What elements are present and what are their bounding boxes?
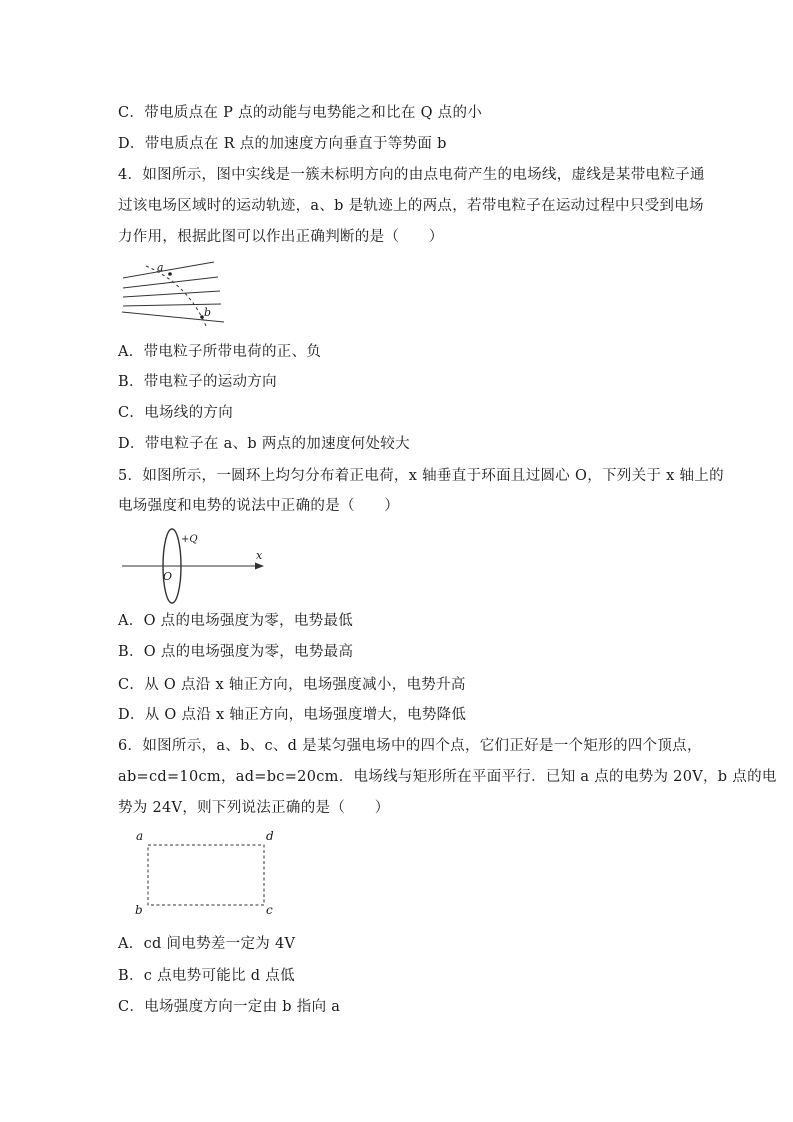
q6-stem-line-3: 势为 24V，则下列说法正确的是（ ） [118, 800, 390, 816]
q3-option-c: C．带电质点在 P 点的动能与电势能之和比在 Q 点的小 [118, 105, 483, 121]
q4-stem-line-3: 力作用，根据此图可以作出正确判断的是（ ） [118, 229, 444, 245]
q6-stem-line-2: ab=cd=10cm，ad=bc=20cm．电场线与矩形所在平面平行．已知 a 点的电势为 20V，b 点的电 [118, 769, 777, 785]
q5-figure-ring [118, 524, 273, 608]
q6-figure-rectangle [128, 826, 288, 921]
dashed-rectangle [148, 845, 264, 905]
field-line-3 [123, 291, 220, 297]
field-line-1 [123, 262, 214, 278]
q6-option-b: B．c 点电势可能比 d 点低 [118, 968, 295, 984]
label-d: d [266, 829, 274, 843]
q5-option-a: A．O 点的电场强度为零，电势最低 [118, 613, 354, 629]
x-axis-arrow [255, 563, 264, 570]
q4-stem-line-2: 过该电场区域时的运动轨迹，a、b 是轨迹上的两点，若带电粒子在运动过程中只受到电场 [118, 198, 704, 214]
point-a-dot [168, 272, 172, 276]
field-line-2 [123, 277, 218, 288]
q5-stem-line-2: 电场强度和电势的说法中正确的是（ ） [118, 498, 400, 514]
label-a: a [136, 829, 144, 843]
label-c: c [266, 903, 273, 917]
q4-stem-line-1: 4．如图所示，图中实线是一簇未标明方向的由点电荷产生的电场线，虚线是某带电粒子通 [118, 167, 705, 183]
q6-stem-line-1: 6．如图所示，a、b、c、d 是某匀强电场中的四个点，它们正好是一个矩形的四个顶点， [118, 738, 702, 754]
label-o: O [163, 570, 173, 583]
q5-stem-line-1: 5．如图所示，一圆环上均匀分布着正电荷，x 轴垂直于环面且过圆心 O，下列关于 x 轴上的 [118, 468, 724, 484]
label-a: a [157, 261, 164, 274]
q4-option-b: B．带电粒子的运动方向 [118, 374, 277, 390]
q5-option-c: C．从 O 点沿 x 轴正方向，电场强度减小，电势升高 [118, 677, 466, 693]
q4-option-c: C．电场线的方向 [118, 405, 233, 421]
q3-option-d: D．带电质点在 R 点的加速度方向垂直于等势面 b [118, 136, 447, 152]
label-b: b [204, 306, 212, 319]
q6-option-a: A．cd 间电势差一定为 4V [118, 936, 296, 952]
q5-option-d: D．从 O 点沿 x 轴正方向，电场强度增大，电势降低 [118, 707, 467, 723]
label-plus-q: +Q [181, 534, 198, 545]
q4-option-a: A．带电粒子所带电荷的正、负 [118, 344, 322, 360]
q4-figure-field-lines [118, 256, 233, 328]
label-x: x [256, 549, 263, 562]
q6-option-c: C．电场强度方向一定由 b 指向 a [118, 999, 341, 1015]
q4-option-d: D．带电粒子在 a、b 两点的加速度何处较大 [118, 436, 410, 452]
label-b: b [135, 903, 143, 917]
q5-option-b: B．O 点的电场强度为零，电势最高 [118, 644, 354, 660]
